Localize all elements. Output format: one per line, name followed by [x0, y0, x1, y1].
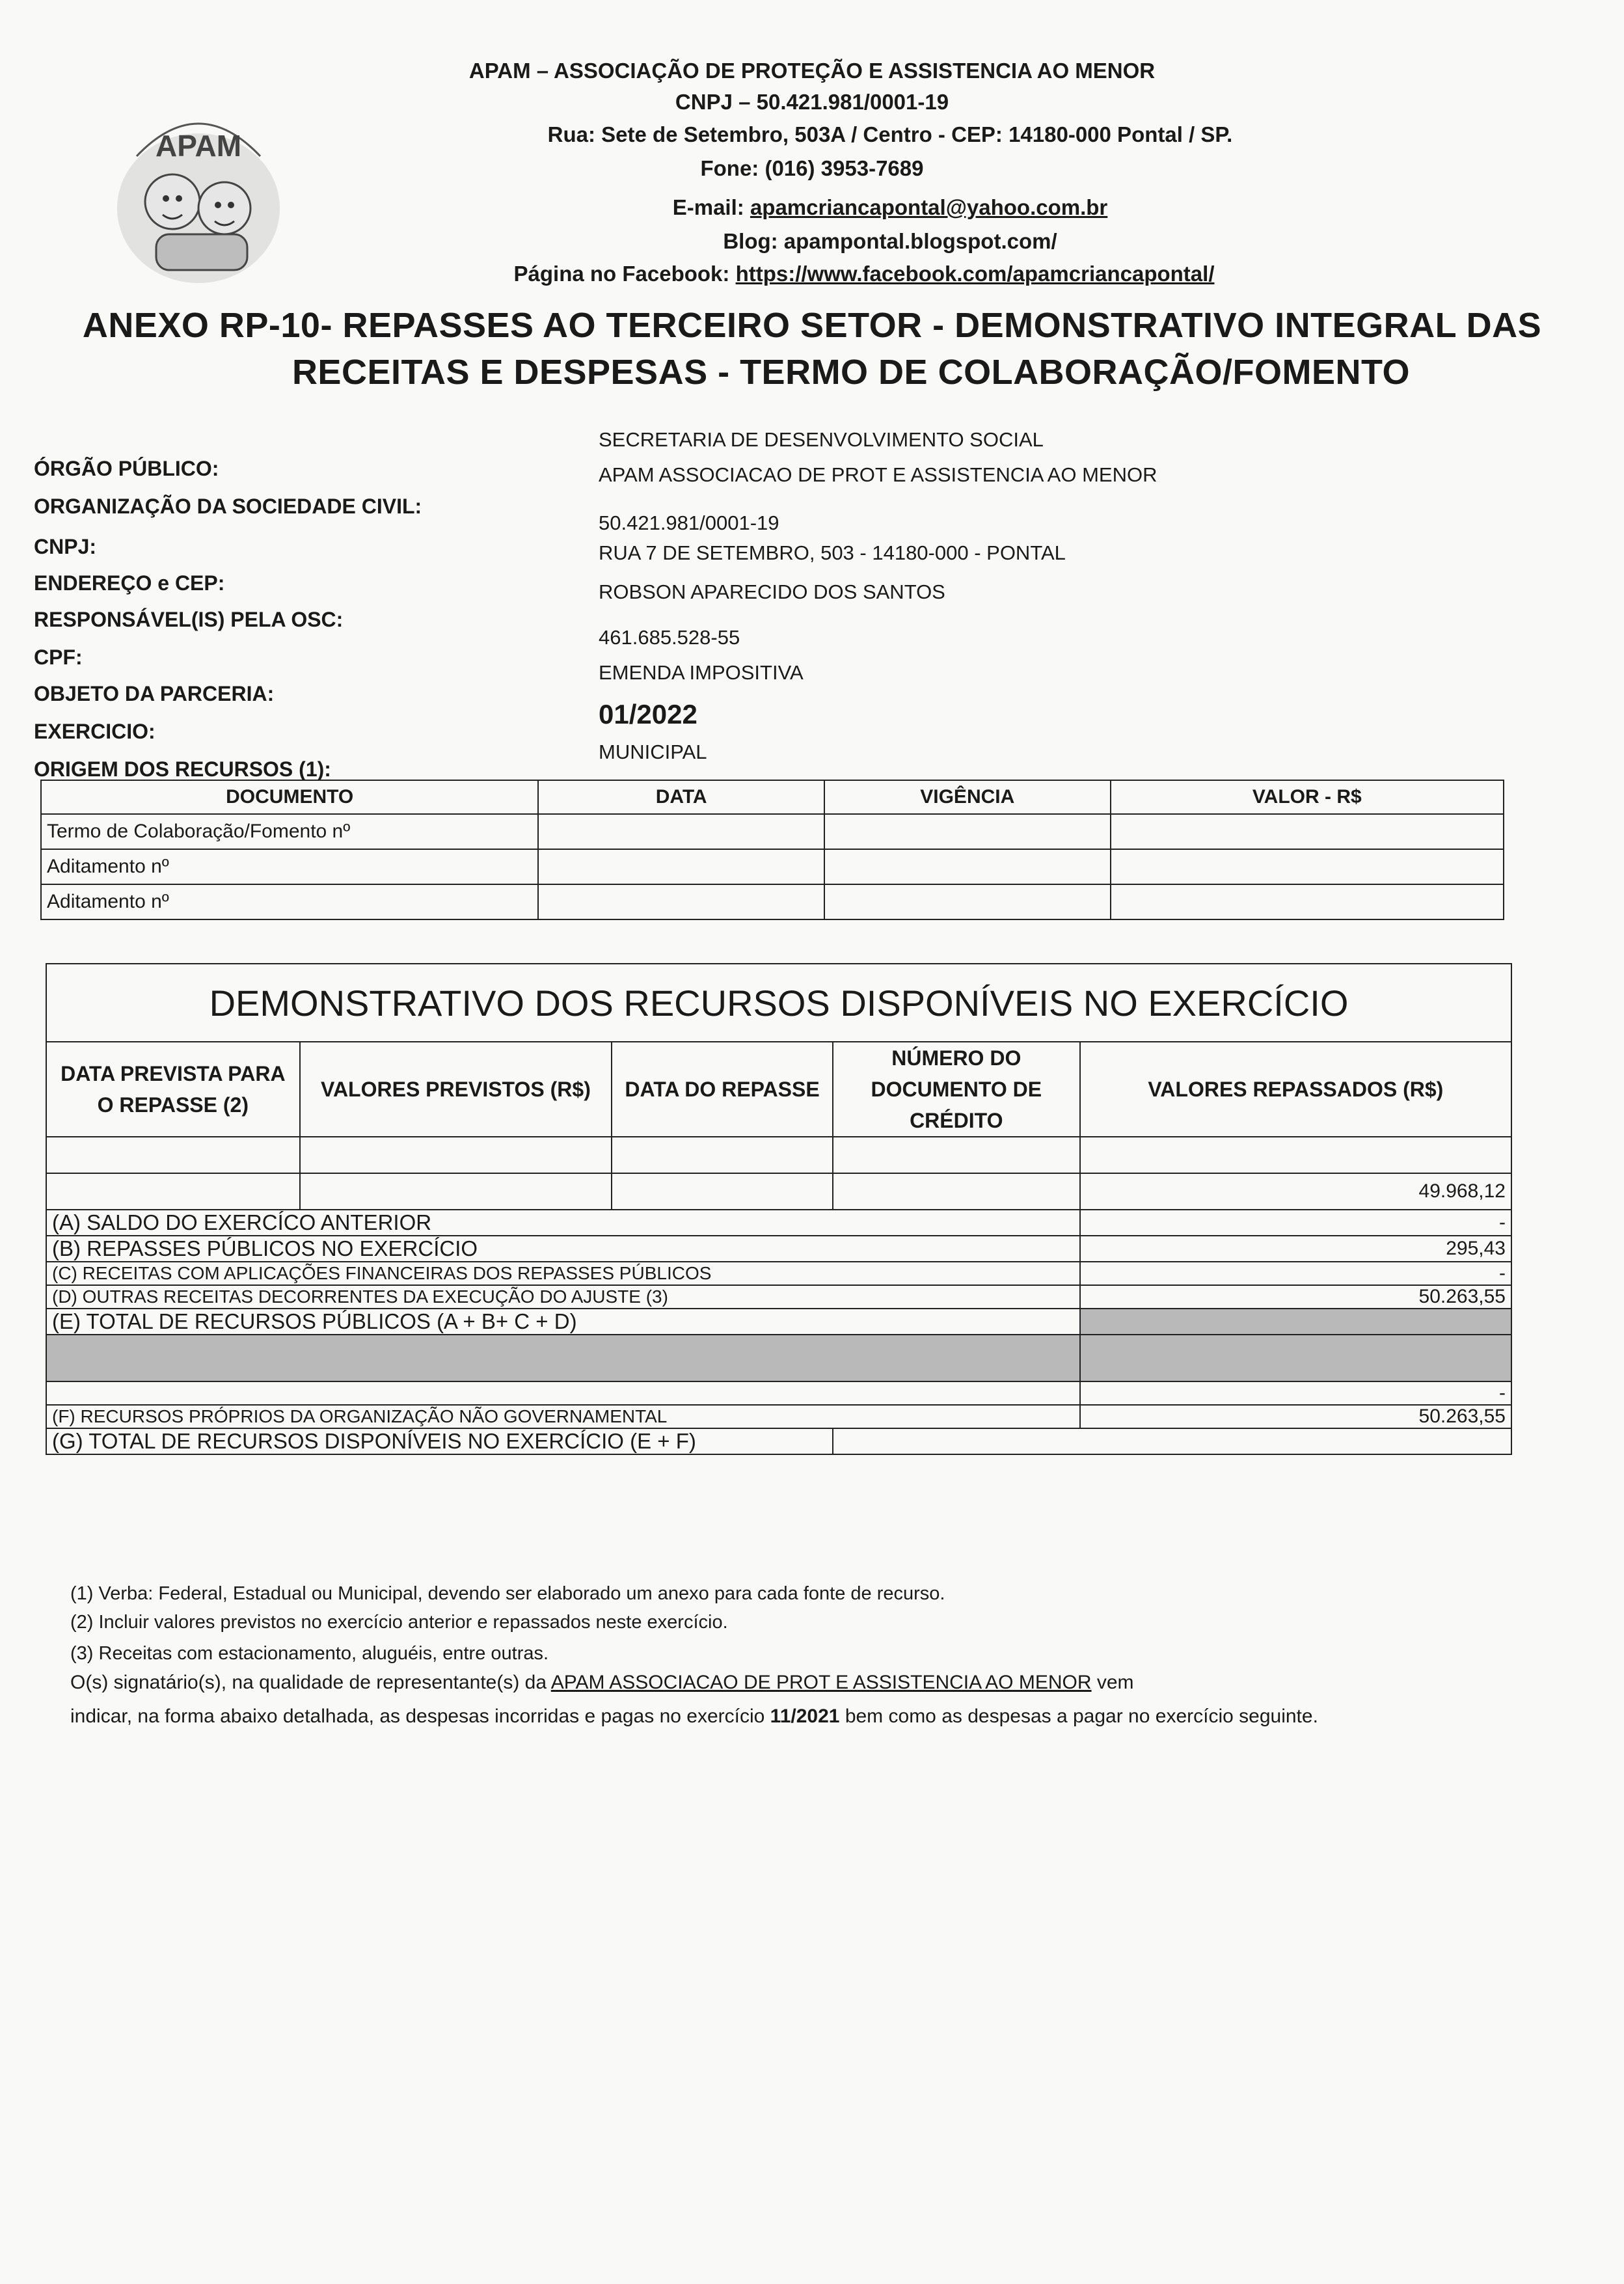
cell-valor	[1111, 814, 1504, 849]
footnote-1: (1) Verba: Federal, Estadual ou Municipal, devendo ser elaborado um anexo para cada fonte de recurso.	[70, 1583, 945, 1604]
cell-vigencia	[824, 884, 1111, 919]
row-label: Termo de Colaboração/Fomento nº	[41, 814, 538, 849]
summary-row	[46, 1309, 1511, 1335]
value-origem: MUNICIPAL	[599, 741, 707, 763]
label-outras-receitas: (D) OUTRAS RECEITAS DECORRENTES DA EXECUÇÃO DO AJUSTE (3)	[46, 1285, 1080, 1309]
declaration-period: 11/2021	[770, 1706, 840, 1727]
label-total-disponiveis: (G) TOTAL DE RECURSOS DISPONÍVEIS NO EXERCÍCIO (E + F)	[46, 1428, 833, 1454]
value-endereco: RUA 7 DE SETEMBRO, 503 - 14180-000 - PONTAL	[599, 541, 1066, 564]
declaration-text-a: indicar, na forma abaixo detalhada, as despesas incorridas e pagas no exercício	[70, 1706, 765, 1727]
value-cnpj: 50.421.981/0001-19	[599, 511, 779, 534]
label-total-publicos: (E) TOTAL DE RECURSOS PÚBLICOS (A + B+ C + D)	[46, 1309, 1080, 1335]
cell-vigencia	[824, 814, 1111, 849]
org-facebook-line	[52, 260, 1624, 288]
table-row	[41, 849, 1504, 884]
summary-row	[46, 1285, 1511, 1309]
declaration-org: APAM ASSOCIACAO DE PROT E ASSISTENCIA AO MENOR	[550, 1672, 1092, 1693]
label-exercicio: EXERCICIO:	[34, 720, 156, 743]
email-label: E-mail:	[672, 195, 744, 219]
value-total-publicos: 50.263,55	[1080, 1285, 1511, 1309]
label-recursos-proprios: (F) RECURSOS PRÓPRIOS DA ORGANIZAÇÃO NÃO GOVERNAMENTAL	[46, 1405, 1080, 1428]
declaration-prefix: O(s) signatário(s), na qualidade de representante(s) da	[70, 1672, 547, 1693]
summary-row	[46, 1210, 1511, 1236]
footnote-2: (2) Incluir valores previstos no exercício anterior e repassados neste exercício.	[70, 1612, 728, 1633]
value-outras-receitas: -	[1080, 1262, 1511, 1285]
demonstrativo-title: DEMONSTRATIVO DOS RECURSOS DISPONÍVEIS NO EXERCÍCIO	[46, 964, 1511, 1042]
summary-row	[46, 1405, 1511, 1428]
table-row	[41, 884, 1504, 919]
cell-data	[538, 849, 824, 884]
blank-row	[46, 1137, 1511, 1173]
label-endereco: ENDEREÇO e CEP:	[34, 571, 225, 595]
label-repasses-publicos: (B) REPASSES PÚBLICOS NO EXERCÍCIO	[46, 1236, 1080, 1262]
declaration-line2	[70, 1704, 1318, 1730]
header-data-prevista: DATA PREVISTA PARA O REPASSE (2)	[46, 1042, 300, 1137]
org-blog: Blog: apampontal.blogspot.com/	[723, 229, 1057, 253]
label-saldo-anterior: (A) SALDO DO EXERCÍCO ANTERIOR	[46, 1210, 1080, 1236]
declaration-text-b: bem como as despesas a pagar no exercício seguinte.	[845, 1706, 1318, 1727]
label-receitas-aplicacoes: (C) RECEITAS COM APLICAÇÕES FINANCEIRAS DOS REPASSES PÚBLICOS	[46, 1262, 1080, 1285]
value-saldo-anterior: 49.968,12	[1080, 1173, 1511, 1210]
org-email-line	[78, 194, 1624, 221]
value-receitas-aplicacoes: 295,43	[1080, 1236, 1511, 1262]
value-cpf: 461.685.528-55	[599, 626, 740, 649]
value-recursos-proprios: -	[1080, 1381, 1511, 1405]
header-numero-documento: NÚMERO DO DOCUMENTO DE CRÉDITO	[833, 1042, 1080, 1137]
header-documento: DOCUMENTO	[41, 780, 538, 814]
org-name: APAM – ASSOCIAÇÃO DE PROTEÇÃO E ASSISTENCIA AO MENOR	[468, 59, 1156, 83]
label-cnpj: CNPJ:	[34, 535, 97, 558]
header-vigencia: VIGÊNCIA	[824, 780, 1111, 814]
summary-row	[46, 1236, 1511, 1262]
email-link[interactable]: apamcriancapontal@yahoo.com.br	[750, 195, 1108, 219]
label-orgao: ÓRGÃO PÚBLICO:	[34, 457, 219, 480]
summary-row	[46, 1428, 1511, 1454]
footnote-3: (3) Receitas com estacionamento, aluguéis, entre outras.	[70, 1643, 549, 1664]
label-origem: ORIGEM DOS RECURSOS (1):	[34, 757, 331, 781]
value-responsavel: ROBSON APARECIDO DOS SANTOS	[599, 580, 945, 603]
value-orgao: SECRETARIA DE DESENVOLVIMENTO SOCIAL	[599, 428, 1044, 451]
document-table-header	[41, 780, 1504, 814]
cell-vigencia	[824, 849, 1111, 884]
demonstrativo-header	[46, 1042, 1511, 1137]
cell-data	[538, 884, 824, 919]
row-label: Aditamento nº	[41, 849, 538, 884]
document-title-line1: ANEXO RP-10- REPASSES AO TERCEIRO SETOR - DEMONSTRATIVO INTEGRAL DAS	[82, 306, 1542, 345]
header-valor: VALOR - R$	[1111, 780, 1504, 814]
logo-text: APAM	[155, 129, 242, 163]
label-responsavel: RESPONSÁVEL(IS) PELA OSC:	[34, 608, 344, 631]
org-phone: Fone: (016) 3953-7689	[700, 156, 924, 180]
row-label: Aditamento nº	[41, 884, 538, 919]
label-cpf: CPF:	[34, 646, 83, 669]
facebook-label: Página no Facebook:	[513, 262, 730, 286]
org-address: Rua: Sete de Setembro, 503A / Centro - CEP: 14180-000 Pontal / SP.	[547, 122, 1233, 146]
header-valores-previstos: VALORES PREVISTOS (R$)	[300, 1042, 612, 1137]
blank-row	[46, 1173, 1511, 1210]
value-repasses-publicos: -	[1080, 1210, 1511, 1236]
header-data: DATA	[538, 780, 824, 814]
declaration-line1	[70, 1670, 1134, 1696]
cell-data	[538, 814, 824, 849]
summary-row	[46, 1381, 1511, 1405]
cell-valor	[1111, 849, 1504, 884]
value-total-disponiveis: 50.263,55	[1080, 1405, 1511, 1428]
org-cnpj: CNPJ – 50.421.981/0001-19	[675, 90, 949, 114]
header-valores-repassados: VALORES REPASSADOS (R$)	[1080, 1042, 1511, 1137]
facebook-link[interactable]: https://www.facebook.com/apamcriancapontal/	[735, 262, 1215, 286]
shaded-row	[46, 1335, 1511, 1381]
document-title-line2: RECEITAS E DESPESAS - TERMO DE COLABORAÇÃO/FOMENTO	[291, 353, 1411, 392]
header-data-repasse: DATA DO REPASSE	[612, 1042, 833, 1137]
cell-valor	[1111, 884, 1504, 919]
value-objeto: EMENDA IMPOSITIVA	[599, 661, 804, 684]
label-objeto: OBJETO DA PARCERIA:	[34, 682, 275, 705]
demonstrativo-table	[46, 963, 1512, 1455]
table-row	[41, 814, 1504, 849]
document-table	[40, 780, 1504, 920]
value-organizacao: APAM ASSOCIACAO DE PROT E ASSISTENCIA AO MENOR	[599, 463, 1157, 486]
declaration-suffix: vem	[1096, 1672, 1134, 1693]
label-organizacao: ORGANIZAÇÃO DA SOCIEDADE CIVIL:	[34, 495, 422, 518]
summary-row	[46, 1262, 1511, 1285]
value-exercicio: 01/2022	[599, 699, 697, 729]
